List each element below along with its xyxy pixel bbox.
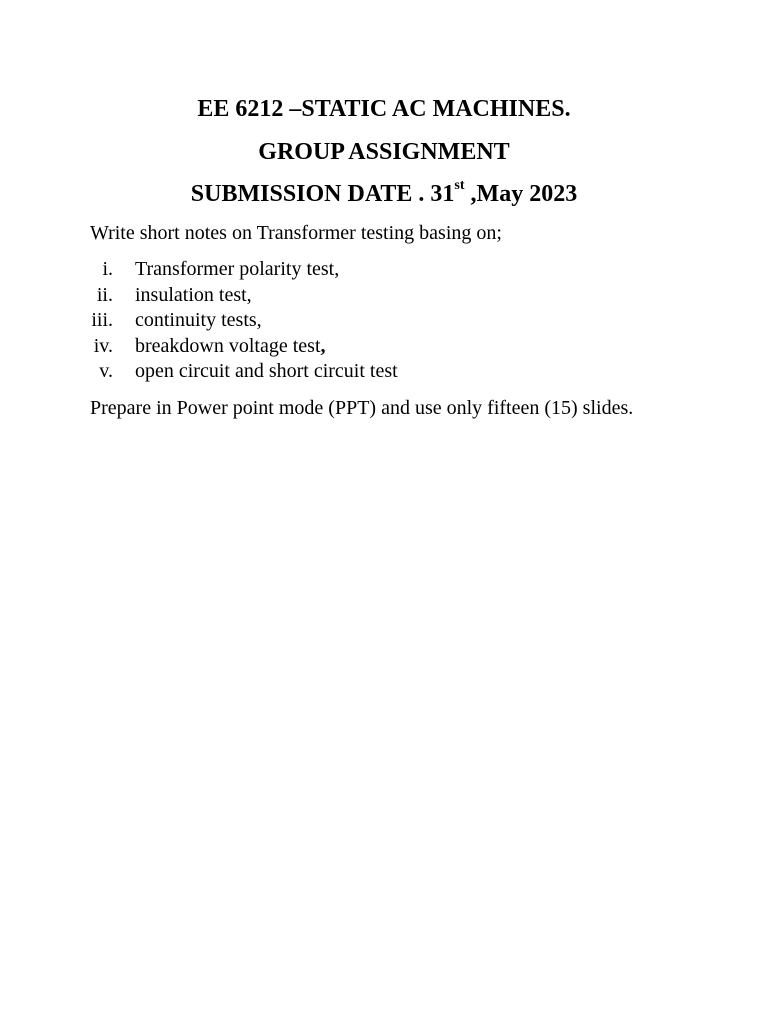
list-item-text: breakdown voltage test [135,334,321,357]
list-item-number: v. [99,360,113,383]
list-item-text: Transformer polarity test, [135,258,340,280]
list-item-number: iii. [91,309,113,332]
intro-text: Write short notes on Transformer testing basing on; [90,222,502,244]
submission-date-ordinal: st [454,178,465,193]
instructions-text: Prepare in Power point mode (PPT) and use only fifteen (15) slides. [90,397,634,419]
course-title: EE 6212 –STATIC AC MACHINES. [197,96,571,122]
list-item-text: open circuit and short circuit test [135,360,398,383]
assignment-type: GROUP ASSIGNMENT [258,139,510,165]
submission-date [0,180,768,208]
list-item-number: i. [102,258,113,280]
list-item [0,257,768,283]
list-item-text: insulation test, [135,283,252,306]
list-item [0,308,768,334]
submission-date-suffix: ,May 2023 [464,181,578,207]
topic-list [0,257,768,385]
list-item [0,359,768,385]
list-item-text-wrapper [135,334,326,358]
list-item [0,283,768,309]
list-item-number: ii. [96,283,113,306]
list-item [0,334,768,360]
submission-date-prefix: SUBMISSION DATE . 31 [190,181,455,207]
list-item-text: continuity tests, [135,309,262,332]
list-item-bold-tail: , [320,334,326,357]
list-item-number: iv. [93,334,113,357]
